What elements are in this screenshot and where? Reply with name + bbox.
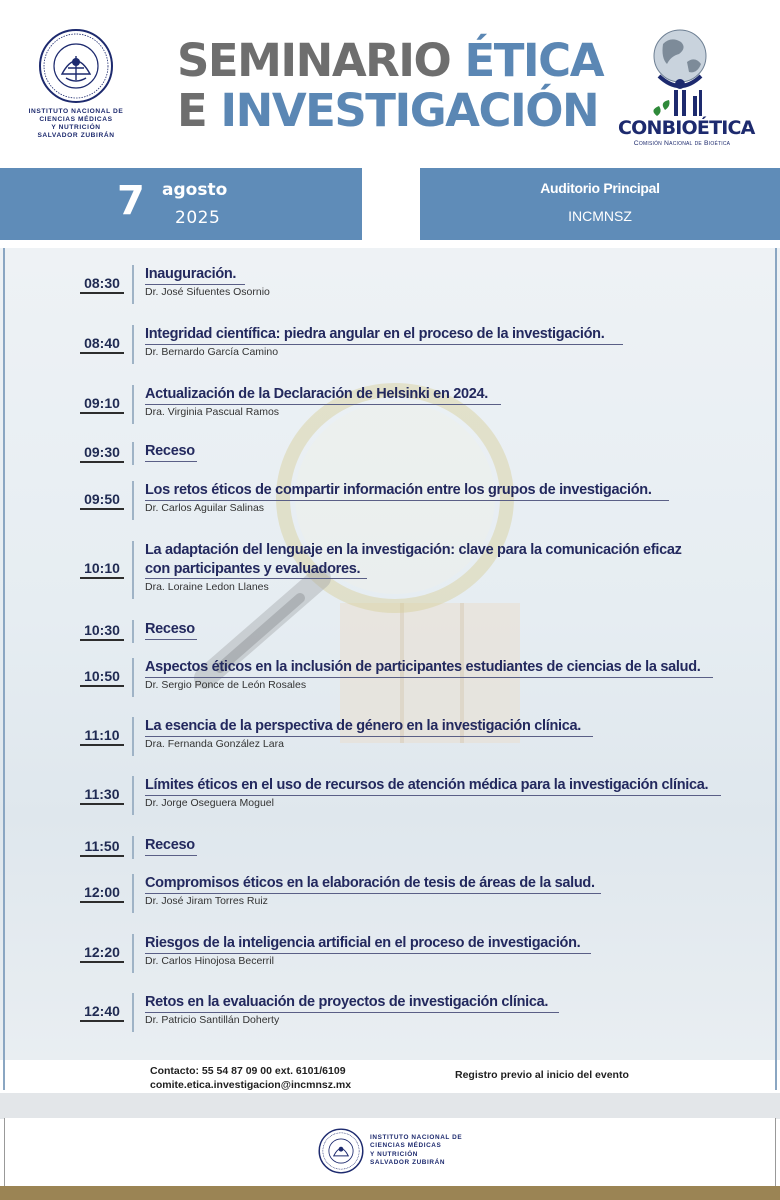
agenda-speaker: Dra. Loraine Ledon Llanes — [145, 581, 269, 593]
page-title — [177, 36, 603, 136]
agenda-time: 10:30 — [80, 622, 124, 641]
agenda-underline — [145, 855, 197, 856]
agenda-underline — [145, 795, 721, 796]
institution-line: INSTITUTO NACIONAL DE — [28, 108, 124, 115]
agenda-title: con participantes y evaluadores. — [145, 561, 361, 577]
agenda-underline — [145, 578, 367, 579]
agenda-title: Actualización de la Declaración de Helsinki en 2024. — [145, 386, 489, 402]
agenda-divider — [132, 265, 134, 304]
agenda-divider — [132, 717, 134, 756]
agenda-underline — [145, 639, 197, 640]
agenda-divider — [132, 934, 134, 973]
agenda-underline — [145, 1012, 559, 1013]
conbioetica-name: CONBIOÉTICA — [618, 117, 755, 139]
agenda-divider — [132, 836, 134, 859]
agenda-title: Integridad científica: piedra angular en el proceso de la investigación. — [145, 326, 605, 342]
agenda-time: 10:10 — [80, 560, 124, 579]
institution-seal-icon — [318, 1128, 364, 1174]
agenda-title: Riesgos de la inteligencia artificial en el proceso de investigación. — [145, 935, 581, 951]
agenda-divider — [132, 325, 134, 364]
agenda-title: Aspectos éticos en la inclusión de participantes estudiantes de ciencias de la salud. — [145, 659, 701, 675]
agenda-time: 09:30 — [80, 444, 124, 463]
agenda-divider — [132, 658, 134, 697]
agenda-underline — [145, 893, 601, 894]
agenda-underline — [145, 500, 669, 501]
agenda-speaker: Dra. Fernanda González Lara — [145, 738, 284, 750]
title-word: SEMINARIO — [177, 34, 451, 87]
institution-line: CIENCIAS MÉDICAS — [370, 1142, 442, 1150]
header — [0, 0, 780, 160]
agenda-underline — [145, 677, 713, 678]
institution-line: INSTITUTO NACIONAL DE — [370, 1134, 463, 1141]
agenda-divider — [132, 385, 134, 424]
institution-line: SALVADOR ZUBIRÁN — [370, 1159, 446, 1167]
event-month: agosto — [162, 180, 228, 200]
conbioetica-globe-icon — [635, 26, 725, 121]
agenda-speaker: Dra. Virginia Pascual Ramos — [145, 406, 280, 418]
institution-name — [22, 108, 130, 140]
institution-line: SALVADOR ZUBIRÁN — [37, 132, 115, 139]
agenda-time: 09:10 — [80, 395, 124, 414]
agenda-title: Retos en la evaluación de proyectos de investigación clínica. — [145, 994, 549, 1010]
agenda-time: 10:50 — [80, 668, 124, 687]
agenda-divider — [132, 776, 134, 815]
agenda-time: 12:00 — [80, 884, 124, 903]
agenda-speaker: Dr. Sergio Ponce de León Rosales — [145, 679, 307, 691]
registration-note: Registro previo al inicio del evento — [455, 1069, 629, 1081]
agenda-time: 12:40 — [80, 1003, 124, 1022]
agenda-speaker: Dr. Patricio Santillán Doherty — [145, 1014, 280, 1026]
institution-seal-icon — [38, 28, 114, 104]
agenda-divider — [132, 481, 134, 520]
agenda-title: Receso — [145, 443, 195, 459]
agenda-time: 08:40 — [80, 335, 124, 354]
agenda-underline — [145, 404, 501, 405]
agenda-title: Receso — [145, 621, 195, 637]
date-band — [0, 168, 362, 240]
agenda-title: La esencia de la perspectiva de género en la investigación clínica. — [145, 718, 582, 734]
venue-band — [420, 168, 780, 240]
contact-email[interactable]: comite.etica.investigacion@incmnsz.mx — [150, 1079, 352, 1091]
title-word: E — [177, 84, 207, 137]
agenda-speaker: Dr. Carlos Hinojosa Becerril — [145, 955, 274, 967]
institution-name-footer — [370, 1134, 466, 1168]
agenda-divider — [132, 442, 134, 465]
contact-phone: Contacto: 55 54 87 09 00 ext. 6101/6109 — [150, 1065, 346, 1077]
agenda-time: 11:10 — [80, 727, 124, 746]
event-day: 7 — [117, 178, 145, 224]
gold-footer-strip — [0, 1186, 780, 1200]
institution-line: Y NUTRICIÓN — [370, 1150, 419, 1158]
agenda-divider — [132, 993, 134, 1032]
institution-line: Y NUTRICIÓN — [51, 124, 101, 131]
agenda-underline — [145, 284, 245, 285]
agenda-title: Inauguración. — [145, 266, 237, 282]
agenda-speaker: Dr. José Sifuentes Osornio — [145, 286, 270, 298]
agenda-title: Límites éticos en el uso de recursos de atención médica para la investigación clínica. — [145, 777, 709, 793]
agenda-title: La adaptación del lenguaje en la investigación: clave para la comunicación eficaz — [145, 542, 682, 558]
agenda-title: Los retos éticos de compartir información entre los grupos de investigación. — [145, 482, 652, 498]
agenda-speaker: Dr. Jorge Oseguera Moguel — [145, 797, 274, 809]
title-word: ÉTICA — [464, 34, 604, 87]
event-venue: Auditorio Principal — [540, 180, 660, 196]
agenda-underline — [145, 461, 197, 462]
agenda-underline — [145, 953, 591, 954]
agenda-divider — [132, 541, 134, 599]
agenda-speaker: Dr. Bernardo García Camino — [145, 346, 279, 358]
bottom-strip — [0, 1093, 780, 1119]
contact-info — [150, 1064, 351, 1092]
agenda-underline — [145, 736, 593, 737]
agenda-title: Receso — [145, 837, 195, 853]
agenda-speaker: Dr. Carlos Aguilar Salinas — [145, 502, 265, 514]
agenda-underline — [145, 344, 623, 345]
agenda-divider — [132, 874, 134, 913]
institution-line: CIENCIAS MÉDICAS — [39, 116, 113, 123]
agenda-time: 12:20 — [80, 944, 124, 963]
title-word: INVESTIGACIÓN — [220, 84, 599, 137]
agenda-time: 09:50 — [80, 491, 124, 510]
agenda-speaker: Dr. José Jiram Torres Ruiz — [145, 895, 268, 907]
agenda-time: 11:30 — [80, 786, 124, 805]
agenda-time: 08:30 — [80, 275, 124, 294]
event-venue-sub: INCMNSZ — [568, 208, 632, 224]
conbioetica-subtitle: Comisión Nacional de Bioética — [633, 140, 731, 147]
agenda-divider — [132, 620, 134, 643]
agenda-title: Compromisos éticos en la elaboración de tesis de áreas de la salud. — [145, 875, 595, 891]
agenda-time: 11:50 — [80, 838, 124, 857]
event-year: 2025 — [175, 208, 221, 228]
